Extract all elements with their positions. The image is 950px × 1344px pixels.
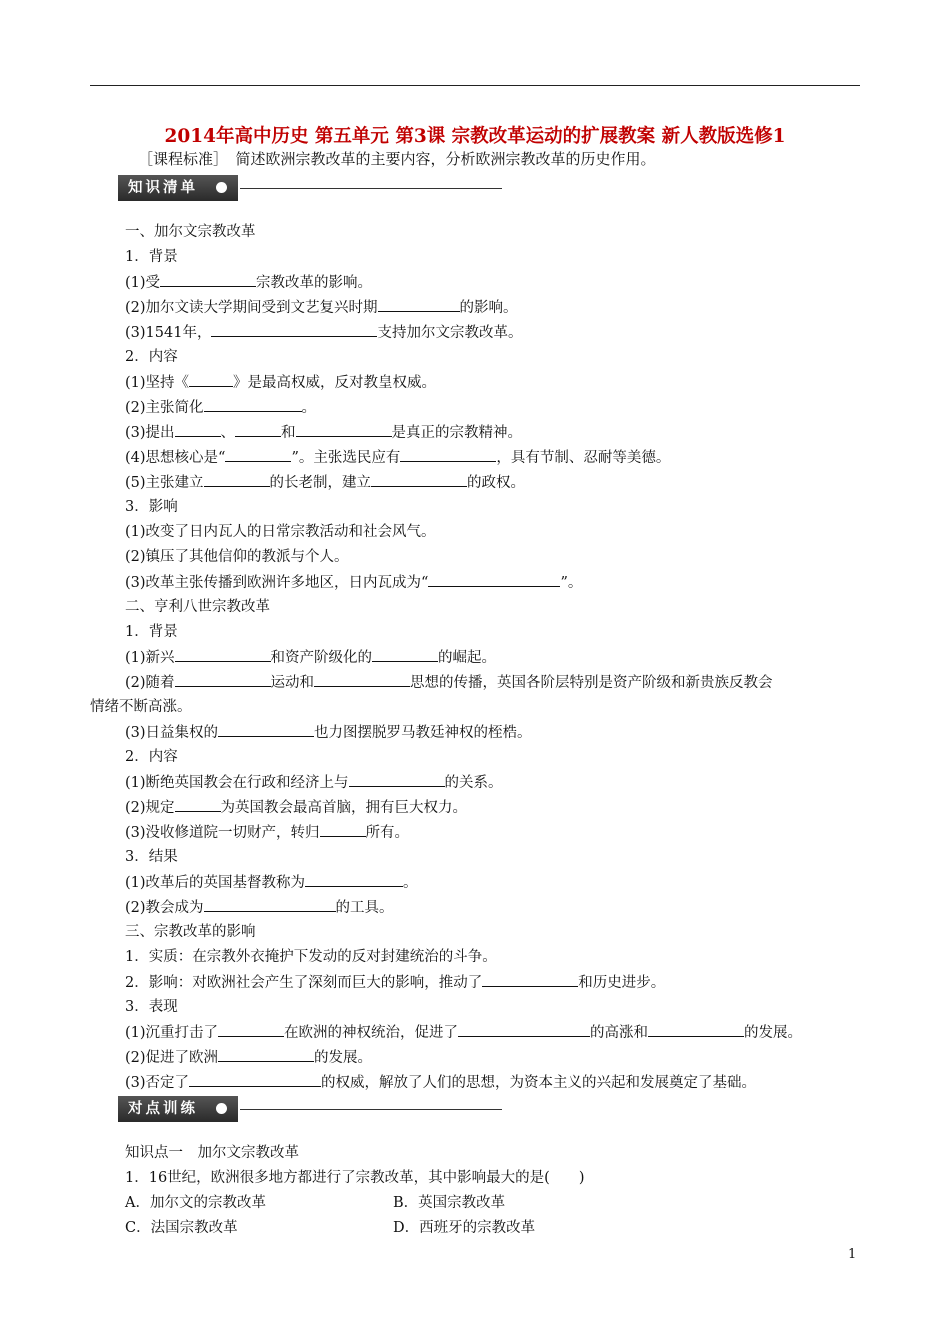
section-rule xyxy=(240,188,502,189)
subheading: 3．影响 xyxy=(125,499,178,515)
subheading: 1．背景 xyxy=(125,624,178,640)
heading-calvin: 一、加尔文宗教改革 xyxy=(125,224,256,240)
page-number: 1 xyxy=(848,1247,857,1262)
fill-line: (3)改革主张传播到欧洲许多地区，日内瓦成为“ ”。 xyxy=(125,572,582,593)
knowledge-point: 知识点一 加尔文宗教改革 xyxy=(125,1145,299,1161)
option-a: A．加尔文的宗教改革 xyxy=(125,1195,266,1211)
heading-henry: 二、亨利八世宗教改革 xyxy=(125,599,270,615)
text-line: 1．实质：在宗教外衣掩护下发动的反对封建统治的斗争。 xyxy=(125,949,497,965)
option-b: B．英国宗教改革 xyxy=(393,1195,506,1211)
fill-line: (4)思想核心是“ ”。主张选民应有 ，具有节制、忍耐等美德。 xyxy=(125,447,670,468)
fill-line: 2．影响：对欧洲社会产生了深刻而巨大的影响，推动了 和历史进步。 xyxy=(125,972,665,993)
bullet-dot-icon xyxy=(216,182,227,193)
bullet-dot-icon xyxy=(216,1103,227,1114)
fill-line: (2)加尔文读大学期间受到文艺复兴时期 的影响。 xyxy=(125,297,518,318)
subheading: 1．背景 xyxy=(125,249,178,265)
text-line: (1)改变了日内瓦人的日常宗教活动和社会风气。 xyxy=(125,524,436,540)
subheading: 2．内容 xyxy=(125,749,178,765)
subheading: 3．结果 xyxy=(125,849,178,865)
fill-line: (3)提出 、 和 是真正的宗教精神。 xyxy=(125,422,522,443)
header-rule xyxy=(90,85,860,86)
subheading: 2．内容 xyxy=(125,349,178,365)
fill-line: (2)随着 运动和 思想的传播，英国各阶层特别是资产阶级和新贵族反教会 xyxy=(125,672,773,693)
fill-line: (2)规定 为英国教会最高首脑，拥有巨大权力。 xyxy=(125,797,467,818)
text-line: 情绪不断高涨。 xyxy=(90,699,192,715)
option-c: C．法国宗教改革 xyxy=(125,1220,238,1236)
section-label: 对点训练 xyxy=(118,1096,238,1122)
subheading: 3．表现 xyxy=(125,999,178,1015)
document-title: 2014年高中历史 第五单元 第3课 宗教改革运动的扩展教案 新人教版选修1 xyxy=(164,126,786,147)
fill-line: (3)否定了 的权威，解放了人们的思想，为资本主义的兴起和发展奠定了基础。 xyxy=(125,1072,756,1093)
fill-line: (3)1541年， 支持加尔文宗教改革。 xyxy=(125,322,522,343)
course-standard: ［课程标准］ 简述欧洲宗教改革的主要内容，分析欧洲宗教改革的历史作用。 xyxy=(138,150,656,168)
fill-line: (3)没收修道院一切财产，转归 所有。 xyxy=(125,822,409,843)
fill-line: (1)沉重打击了 在欧洲的神权统治，促进了 的高涨和 的发展。 xyxy=(125,1022,802,1043)
option-d: D．西班牙的宗教改革 xyxy=(393,1220,536,1236)
fill-line: (1)坚持《 》是最高权威，反对教皇权威。 xyxy=(125,372,436,393)
fill-line: (2)教会成为 的工具。 xyxy=(125,897,394,918)
fill-line: (3)日益集权的 也力图摆脱罗马教廷神权的桎梏。 xyxy=(125,722,532,743)
heading-impact: 三、宗教改革的影响 xyxy=(125,924,256,940)
section-rule xyxy=(240,1109,502,1110)
fill-line: (5)主张建立 的长老制，建立 的政权。 xyxy=(125,472,525,493)
question: 1．16世纪，欧洲很多地方都进行了宗教改革，其中影响最大的是( ) xyxy=(125,1170,585,1186)
fill-line: (1)改革后的英国基督教称为 。 xyxy=(125,872,418,893)
fill-line: (2)促进了欧洲 的发展。 xyxy=(125,1047,372,1068)
fill-line: (2)主张简化 。 xyxy=(125,397,316,418)
section-label: 知识清单 xyxy=(118,175,238,201)
fill-line: (1)断绝英国教会在行政和经济上与 的关系。 xyxy=(125,772,503,793)
fill-line: (1)新兴 和资产阶级化的 的崛起。 xyxy=(125,647,496,668)
fill-line: (1)受 宗教改革的影响。 xyxy=(125,272,372,293)
text-line: (2)镇压了其他信仰的教派与个人。 xyxy=(125,549,349,565)
